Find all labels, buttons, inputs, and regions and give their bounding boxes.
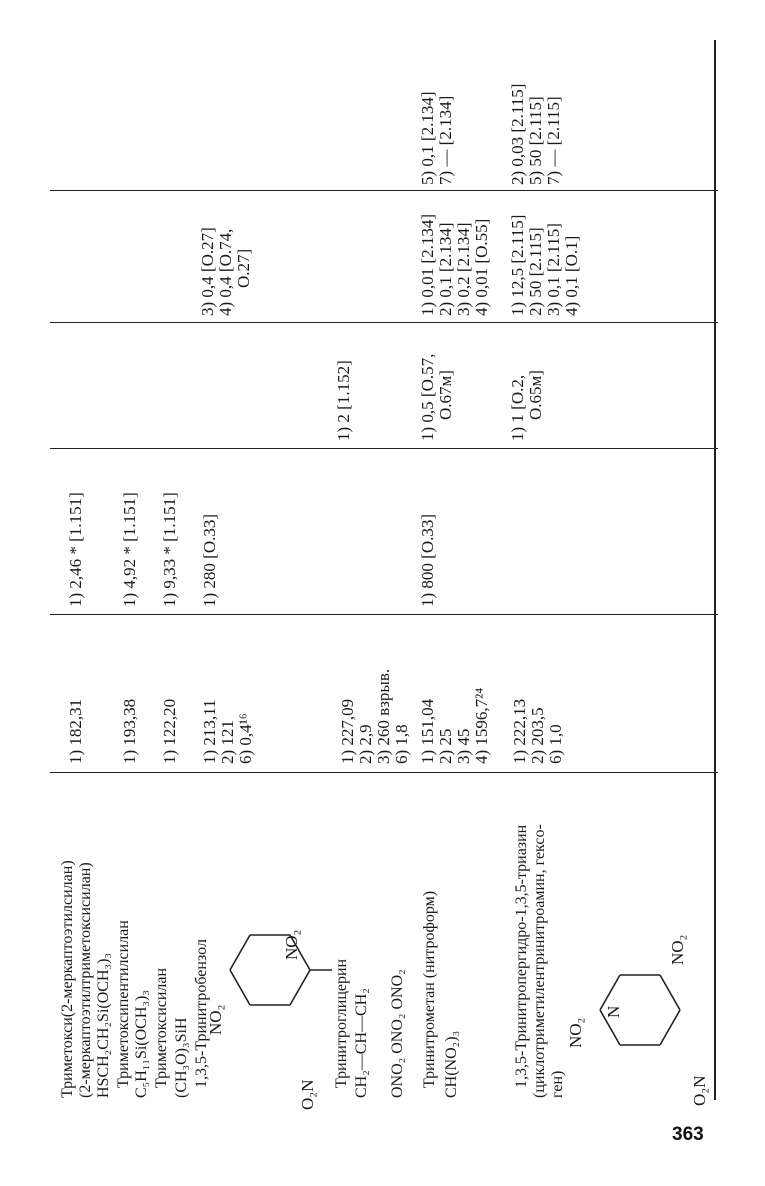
row7-c1-l3: 6) 1,0 (546, 724, 565, 764)
row2-c2-l1: 1) 4,92 * [1.151] (120, 492, 139, 607)
row5-c1-l2: 2) 2,9 (356, 724, 375, 764)
row5-label-l2: CH₂—CH—CH₂ (353, 988, 370, 1098)
row6-c4-l4: 4) 0,01 [O.55] (472, 218, 491, 316)
row6-label-l2: CH(NO₂)₃ (443, 1030, 460, 1098)
row6-c5-l1: 5) 0,1 [2.134] (418, 91, 437, 185)
row5-label-l1: Тринитроглицерин (333, 958, 350, 1088)
col-rule-label (50, 772, 718, 773)
col-rule-c1 (50, 614, 718, 615)
row7-label-l2: (циклотриметилентринитроамин, гексо- (531, 824, 548, 1098)
row7-c4-l4: 4) 0,1 [O.1] (562, 235, 581, 316)
row4-c4-l3: O.27] (234, 248, 253, 288)
row3-label-l1: Триметоксисилан (153, 967, 170, 1088)
row4-c1-l1: 1) 213,11 (200, 699, 219, 764)
row6-c1-l2: 2) 25 (436, 728, 455, 764)
row3-c1-l1: 1) 122,20 (160, 698, 179, 764)
row1-label-l3: HSCH₂CH₂Si(OCH₃)₃ (95, 953, 112, 1098)
row2-c1-l1: 1) 193,38 (120, 698, 139, 764)
row6-c4-l3: 3) 0,2 [2.134] (454, 222, 473, 316)
row4-label-l1: 1,3,5-Тринитробензол (193, 939, 210, 1088)
row7-c4-l3: 3) 0,1 [2.115] (544, 223, 563, 316)
row3-c2-l1: 1) 9,33 * [1.151] (160, 492, 179, 607)
row5-c1-l1: 1) 227,09 (338, 698, 357, 764)
row7-c3-l1: 1) 1 [O.2, (508, 374, 527, 441)
row7-label-l1: 1,3,5-Тринитропергидро-1,3,5-триазин (513, 824, 530, 1088)
row6-c2-l1: 1) 800 [O.33] (418, 513, 437, 607)
col-rule-c2 (50, 448, 718, 449)
row2-label-l1: Триметоксипентилсилан (115, 920, 132, 1088)
row5-c1-l4: 6) 1,8 (392, 724, 411, 764)
row6-c5-l2: 7) — [2.134] (436, 95, 455, 185)
rdx-o2n-left: O₂N (690, 1075, 709, 1106)
page-number: 363 (672, 1124, 704, 1145)
row3-label-l2: (CH₃O)₃SiH (173, 1017, 190, 1098)
row6-c3-l2: O.67м] (436, 370, 455, 420)
tnb-no2-right: NO₂ (282, 929, 301, 960)
col-rule-c4 (50, 190, 718, 191)
row5-label-l3: ONO₂ ONO₂ ONO₂ (389, 969, 406, 1098)
row6-c1-l4: 4) 1596,7²⁴ (472, 687, 491, 764)
trinitrobenzene-structure (200, 870, 340, 1070)
row1-label-l2: (2-меркаптоэтилтриметоксисилан) (77, 862, 94, 1098)
rdx-n-top: N (604, 1005, 623, 1018)
row7-c4-l2: 2) 50 [2.115] (526, 227, 545, 316)
rdx-structure (580, 900, 720, 1100)
row6-c3-l1: 1) 0,5 [O.57, (418, 353, 437, 441)
row1-c1-l1: 1) 182,31 (66, 698, 85, 764)
row7-c4-l1: 1) 12,5 [2.115] (508, 214, 527, 316)
row4-c4-l2: 4) 0,4 [O.74, (216, 228, 235, 316)
row2-label-l2: C₅H₁₁Si(OCH₃)₃ (133, 990, 150, 1098)
row1-label-l1: Триметокси(2-меркаптоэтилсилан) (59, 860, 76, 1098)
row7-c1-l2: 2) 203,5 (528, 707, 547, 764)
row1-c2-l1: 1) 2,46 * [1.151] (66, 492, 85, 607)
row7-label-l3: ген) (549, 1070, 566, 1098)
row6-c4-l1: 1) 0,01 [2.134] (418, 214, 437, 316)
row7-c5-l3: 7) — [2.115] (544, 96, 563, 185)
tnb-o2n-left: O₂N (298, 1079, 317, 1110)
row7-c1-l1: 1) 222,13 (510, 698, 529, 764)
tnb-no2-top: NO₂ (206, 1004, 225, 1035)
row4-c4-l1: 3) 0,4 [O.27] (198, 227, 217, 316)
row4-c1-l3: 6) 0,4¹⁶ (236, 713, 255, 764)
row7-c5-l1: 2) 0,03 [2.115] (508, 83, 527, 185)
row6-c4-l2: 2) 0,1 [2.134] (436, 222, 455, 316)
row4-c2-l1: 1) 280 [O.33] (200, 513, 219, 607)
row5-c1-l3: 3) 260 взрыв. (374, 668, 393, 764)
col-rule-c3 (50, 322, 718, 323)
row6-label-l1: Тринитрометан (нитроформ) (421, 890, 438, 1088)
row7-c5-l2: 5) 50 [2.115] (526, 96, 545, 185)
rdx-no2-top: NO₂ (566, 1017, 585, 1048)
row6-c1-l3: 3) 45 (454, 728, 473, 764)
row5-c3-l1: 1) 2 [1.152] (334, 360, 353, 441)
row7-c3-l2: O.65м] (526, 370, 545, 420)
row4-c1-l2: 2) 121 (218, 720, 237, 764)
row6-c1-l1: 1) 151,04 (418, 698, 437, 764)
rdx-no2-right: NO₂ (668, 934, 687, 965)
